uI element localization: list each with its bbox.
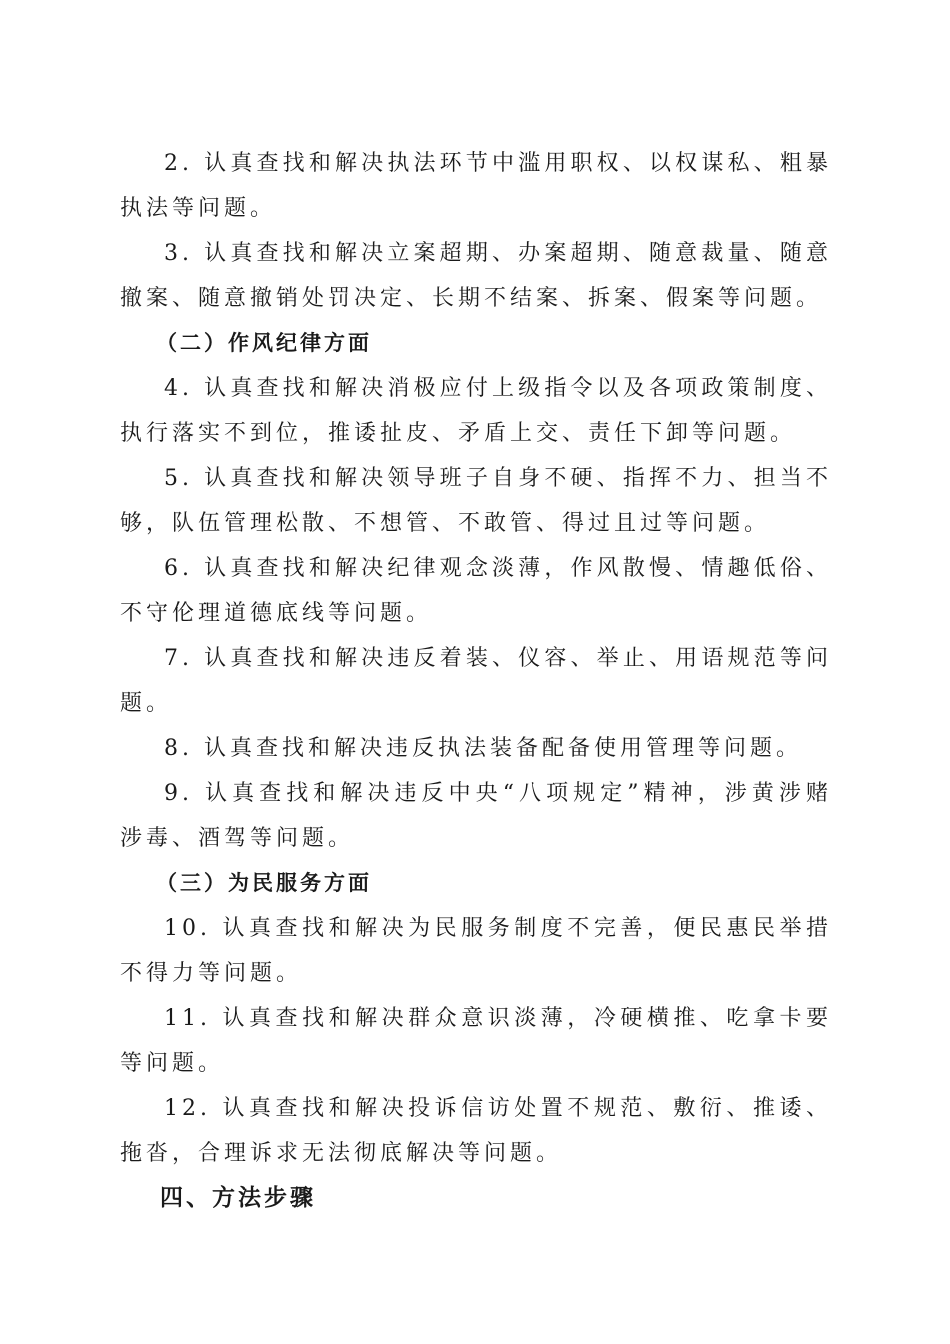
chapter-heading-methods: 四、方法步骤 (160, 1185, 316, 1211)
item-2: 2. 认真查找和解决执法环节中滥用职权、以权谋私、粗暴执法等问题。 (120, 151, 832, 221)
item-5: 5. 认真查找和解决领导班子自身不硬、指挥不力、担当不够，队伍管理松散、不想管、不敢管、得过且过等问题。 (120, 466, 832, 536)
item-4: 4. 认真查找和解决消极应付上级指令以及各项政策制度、执行落实不到位，推诿扯皮、矛盾上交、责任下卸等问题。 (120, 376, 832, 446)
item-8: 8. 认真查找和解决违反执法装备配备使用管理等问题。 (164, 736, 802, 761)
section-heading-service: （三）为民服务方面 (156, 871, 372, 895)
item-12: 12. 认真查找和解决投诉信访处置不规范、敷衍、推诿、拖沓，合理诉求无法彻底解决等问题。 (120, 1096, 832, 1166)
document-body (120, 141, 832, 1221)
item-11: 11. 认真查找和解决群众意识淡薄，冷硬横推、吃拿卡要等问题。 (120, 1006, 832, 1076)
item-6: 6. 认真查找和解决纪律观念淡薄，作风散慢、情趣低俗、不守伦理道德底线等问题。 (120, 556, 832, 626)
section-heading-discipline: （二）作风纪律方面 (156, 331, 372, 355)
item-7: 7. 认真查找和解决违反着装、仪容、举止、用语规范等问题。 (120, 646, 832, 716)
item-3: 3. 认真查找和解决立案超期、办案超期、随意裁量、随意撤案、随意撤销处罚决定、长期不结案、拆案、假案等问题。 (120, 241, 832, 311)
item-10: 10. 认真查找和解决为民服务制度不完善，便民惠民举措不得力等问题。 (120, 916, 832, 986)
item-9: 9. 认真查找和解决违反中央“八项规定”精神，涉黄涉赌涉毒、酒驾等问题。 (120, 781, 832, 851)
